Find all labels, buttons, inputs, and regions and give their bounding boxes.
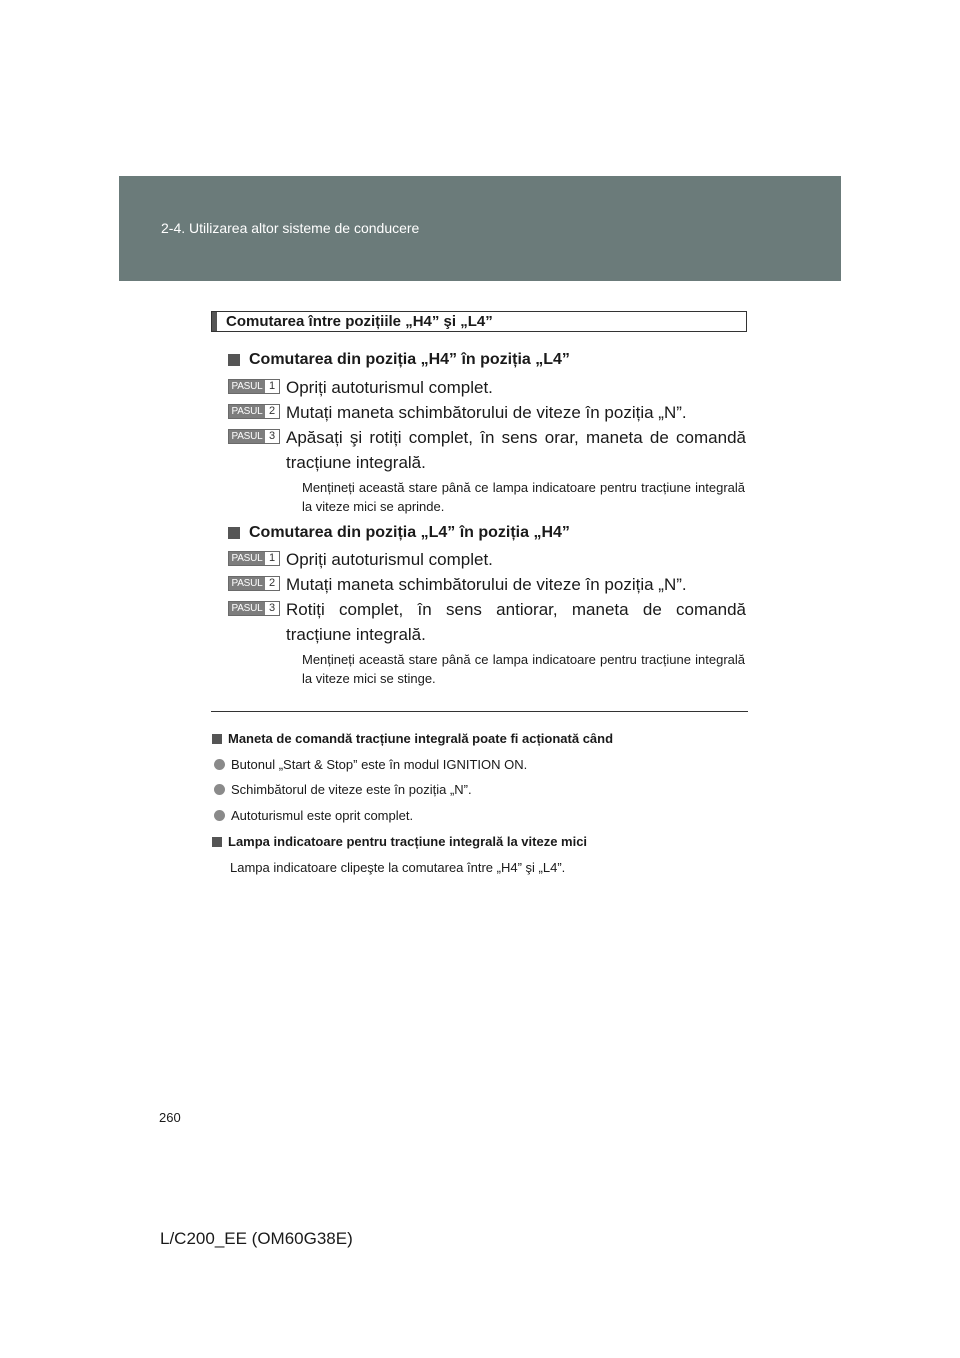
step-note: Mențineți această stare până ce lampa indicatoare pentru tracțiune integrală la viteze mici se stinge. — [302, 652, 745, 686]
section-title: Comutarea între pozițiile „H4” şi „L4” — [226, 313, 493, 330]
step-item — [228, 572, 746, 597]
step-text: Opriți autoturismul complet. — [286, 550, 493, 569]
step-badge: PASUL 2 — [228, 576, 280, 591]
note-text: Lampa indicatoare clipeşte la comutarea între „H4” şi „L4”. — [230, 860, 566, 875]
round-bullet-icon — [214, 759, 225, 770]
round-bullet-icon — [214, 784, 225, 795]
step-text: Rotiți complet, în sens antiorar, maneta de comandă tracțiune integrală. — [286, 600, 746, 644]
divider — [211, 711, 748, 712]
subsection-title-h4-to-l4: Comutarea din poziția „H4” în poziția „L4” — [228, 351, 570, 369]
note-heading: Lampa indicatoare pentru tracțiune integrală la viteze mici — [212, 834, 587, 849]
square-bullet-icon — [212, 837, 222, 847]
step-text: Mutați maneta schimbătorului de viteze în poziția „N”. — [286, 403, 687, 422]
round-bullet-icon — [214, 810, 225, 821]
step-item — [228, 375, 746, 400]
step-item — [228, 597, 746, 647]
page-number: 260 — [159, 1110, 181, 1125]
square-bullet-icon — [228, 527, 240, 539]
note-heading: Maneta de comandă tracțiune integrală poate fi acționată când — [212, 731, 613, 746]
step-text: Apăsați şi rotiți complet, în sens orar, maneta de comandă tracțiune integrală. — [286, 428, 746, 472]
list-item: Autoturismul este oprit complet. — [212, 808, 413, 823]
step-note: Mențineți această stare până ce lampa indicatoare pentru tracțiune integrală la viteze mici se aprinde. — [302, 480, 745, 514]
step-badge: PASUL 2 — [228, 404, 280, 419]
subsection-title-l4-to-h4: Comutarea din poziția „L4” în poziția „H4” — [228, 524, 570, 542]
step-text: Mutați maneta schimbătorului de viteze în poziția „N”. — [286, 575, 687, 594]
step-badge: PASUL 3 — [228, 429, 280, 444]
section-title-box — [211, 311, 747, 332]
step-item — [228, 547, 746, 572]
step-item — [228, 425, 746, 475]
breadcrumb: 2-4. Utilizarea altor sisteme de conducere — [161, 220, 420, 236]
section-title-marker — [212, 312, 217, 331]
square-bullet-icon — [228, 354, 240, 366]
step-badge: PASUL 1 — [228, 379, 280, 394]
step-item — [228, 400, 746, 425]
square-bullet-icon — [212, 734, 222, 744]
step-badge: PASUL 3 — [228, 601, 280, 616]
document-code: L/C200_EE (OM60G38E) — [160, 1229, 353, 1248]
header-band — [119, 176, 841, 281]
step-text: Opriți autoturismul complet. — [286, 378, 493, 397]
list-item: Schimbătorul de viteze este în poziția „N”. — [212, 782, 472, 797]
step-badge: PASUL 1 — [228, 551, 280, 566]
list-item: Butonul „Start & Stop” este în modul IGNITION ON. — [212, 757, 527, 772]
